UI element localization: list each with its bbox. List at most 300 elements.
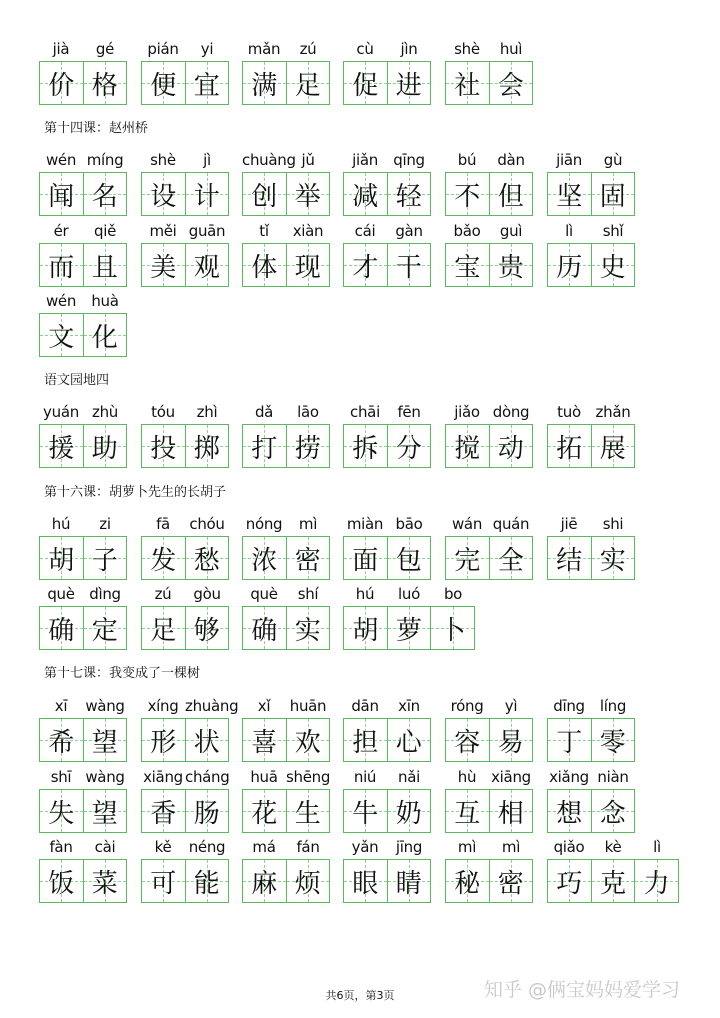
pinyin-group bbox=[547, 515, 635, 533]
hanzi-char: 举 bbox=[294, 181, 321, 212]
vocab-word-box bbox=[343, 536, 431, 580]
pinyin-label: niàn bbox=[597, 768, 629, 786]
pinyin-group bbox=[547, 768, 635, 786]
hanzi-char: 肠 bbox=[193, 798, 220, 829]
vocab-word-box bbox=[141, 859, 229, 903]
pinyin-group bbox=[39, 222, 127, 240]
vocab-word-box bbox=[547, 859, 679, 903]
tianzige-cell bbox=[387, 719, 431, 761]
pinyin-label: shēng bbox=[286, 768, 331, 786]
vocab-word-box bbox=[39, 313, 127, 357]
pinyin-label: shè bbox=[454, 40, 480, 58]
hanzi-char: 睛 bbox=[395, 868, 422, 899]
vocab-word-box bbox=[141, 789, 229, 833]
hanzi-char: 但 bbox=[497, 181, 524, 212]
hanzi-char: 实 bbox=[294, 615, 321, 646]
tianzige-cell bbox=[446, 244, 489, 286]
tianzige-cell bbox=[344, 860, 387, 902]
vocab-word-box bbox=[141, 61, 229, 105]
pinyin-group bbox=[242, 222, 330, 240]
pinyin-label: huā bbox=[250, 768, 278, 786]
hanzi-char: 史 bbox=[599, 252, 626, 283]
pinyin-group bbox=[445, 40, 533, 58]
hanzi-char: 历 bbox=[556, 252, 583, 283]
pinyin-label: niú bbox=[353, 768, 377, 786]
hanzi-char: 促 bbox=[352, 70, 379, 101]
pinyin-label: huì bbox=[499, 40, 523, 58]
hanzi-char: 投 bbox=[150, 433, 177, 464]
pinyin-label: wàng bbox=[85, 697, 125, 715]
hanzi-char: 确 bbox=[48, 615, 75, 646]
pinyin-label: huān bbox=[289, 697, 327, 715]
tianzige-cell bbox=[243, 719, 286, 761]
hanzi-char: 密 bbox=[497, 868, 524, 899]
pinyin-label: cài bbox=[94, 838, 116, 856]
tianzige-cell bbox=[40, 860, 83, 902]
vocab-word-box bbox=[39, 536, 127, 580]
pinyin-group bbox=[242, 838, 330, 856]
pinyin-label: mì bbox=[298, 515, 318, 533]
hanzi-char: 子 bbox=[91, 545, 118, 576]
pinyin-label: luó bbox=[398, 585, 420, 603]
hanzi-char: 创 bbox=[251, 181, 278, 212]
hanzi-char: 够 bbox=[193, 615, 220, 646]
pinyin-label: zhǎn bbox=[595, 403, 631, 421]
tianzige-cell bbox=[83, 537, 127, 579]
vocab-word-box bbox=[445, 61, 533, 105]
pinyin-group bbox=[242, 697, 330, 715]
vocab-word-box bbox=[343, 424, 431, 468]
tianzige-cell bbox=[548, 860, 591, 902]
tianzige-cell bbox=[40, 244, 83, 286]
tianzige-cell bbox=[142, 537, 185, 579]
tianzige-cell bbox=[185, 607, 229, 649]
pinyin-label: qiǎo bbox=[553, 838, 585, 856]
pinyin-group bbox=[141, 585, 229, 603]
vocab-word-box bbox=[141, 172, 229, 216]
hanzi-char: 且 bbox=[91, 252, 118, 283]
tianzige-cell bbox=[489, 719, 533, 761]
pinyin-label: fā bbox=[156, 515, 170, 533]
hanzi-char: 会 bbox=[497, 70, 524, 101]
pinyin-group bbox=[547, 222, 635, 240]
pinyin-label: jiǎo bbox=[454, 403, 480, 421]
pinyin-group bbox=[445, 768, 533, 786]
vocab-word-box bbox=[445, 859, 533, 903]
vocab-word-box bbox=[343, 606, 475, 650]
hanzi-char: 可 bbox=[150, 868, 177, 899]
tianzige-cell bbox=[489, 244, 533, 286]
pinyin-group bbox=[343, 697, 431, 715]
hanzi-char: 名 bbox=[91, 181, 118, 212]
hanzi-char: 花 bbox=[251, 798, 278, 829]
tianzige-cell bbox=[446, 173, 489, 215]
tianzige-cell bbox=[387, 62, 431, 104]
hanzi-char: 设 bbox=[150, 181, 177, 212]
section-title-lesson-14: 第十四课：赵州桥 bbox=[44, 121, 149, 136]
tianzige-cell bbox=[548, 173, 591, 215]
pinyin-label: què bbox=[47, 585, 75, 603]
hanzi-char: 能 bbox=[193, 868, 220, 899]
tianzige-cell bbox=[591, 537, 635, 579]
tianzige-cell bbox=[286, 425, 330, 467]
tianzige-cell bbox=[142, 719, 185, 761]
tianzige-cell bbox=[83, 790, 127, 832]
pinyin-label: qiě bbox=[93, 222, 117, 240]
tianzige-cell bbox=[591, 790, 635, 832]
hanzi-char: 丁 bbox=[556, 727, 583, 758]
tianzige-cell bbox=[83, 62, 127, 104]
hanzi-char: 发 bbox=[150, 545, 177, 576]
pinyin-group bbox=[343, 40, 431, 58]
hanzi-char: 定 bbox=[91, 615, 118, 646]
pinyin-label: qīng bbox=[393, 151, 425, 169]
pinyin-label: tóu bbox=[151, 403, 175, 421]
pinyin-label: dīng bbox=[553, 697, 585, 715]
tianzige-cell bbox=[548, 719, 591, 761]
pinyin-group bbox=[39, 40, 127, 58]
pinyin-label: líng bbox=[599, 697, 627, 715]
pinyin-label: zi bbox=[99, 515, 111, 533]
hanzi-char: 秘 bbox=[454, 868, 481, 899]
pinyin-label: gòu bbox=[193, 585, 221, 603]
tianzige-cell bbox=[344, 719, 387, 761]
hanzi-char: 美 bbox=[150, 252, 177, 283]
pinyin-label: xíng bbox=[147, 697, 179, 715]
hanzi-char: 愁 bbox=[193, 545, 220, 576]
hanzi-char: 牛 bbox=[352, 798, 379, 829]
hanzi-char: 宝 bbox=[454, 252, 481, 283]
pinyin-label: cháng bbox=[185, 768, 230, 786]
pinyin-label: dàn bbox=[497, 151, 525, 169]
vocab-word-box bbox=[242, 424, 330, 468]
hanzi-char: 结 bbox=[556, 545, 583, 576]
hanzi-char: 麻 bbox=[251, 868, 278, 899]
pinyin-group bbox=[39, 151, 127, 169]
pinyin-label: fēn bbox=[397, 403, 421, 421]
pinyin-label: bāo bbox=[395, 515, 423, 533]
tianzige-cell bbox=[40, 173, 83, 215]
tianzige-cell bbox=[142, 790, 185, 832]
hanzi-char: 进 bbox=[395, 70, 422, 101]
pinyin-label: gàn bbox=[395, 222, 423, 240]
hanzi-char: 价 bbox=[48, 70, 75, 101]
hanzi-char: 满 bbox=[251, 70, 278, 101]
tianzige-cell bbox=[548, 790, 591, 832]
pinyin-label: mǎn bbox=[247, 40, 281, 58]
tianzige-cell bbox=[286, 719, 330, 761]
pinyin-group bbox=[242, 515, 330, 533]
hanzi-char: 形 bbox=[150, 727, 177, 758]
tianzige-cell bbox=[489, 537, 533, 579]
pinyin-label: dǎ bbox=[254, 403, 274, 421]
vocab-word-box bbox=[445, 172, 533, 216]
tianzige-cell bbox=[344, 607, 387, 649]
pinyin-label: zhù bbox=[92, 403, 118, 421]
pinyin-group bbox=[547, 697, 635, 715]
tianzige-cell bbox=[548, 244, 591, 286]
vocab-word-box bbox=[547, 718, 635, 762]
hanzi-char: 不 bbox=[454, 181, 481, 212]
pinyin-label: hú bbox=[355, 585, 375, 603]
tianzige-cell bbox=[185, 790, 229, 832]
pinyin-label: wán bbox=[451, 515, 483, 533]
pinyin-label: wén bbox=[45, 292, 77, 310]
pinyin-group bbox=[39, 515, 127, 533]
tianzige-cell bbox=[286, 537, 330, 579]
pinyin-label: guì bbox=[499, 222, 523, 240]
hanzi-char: 化 bbox=[91, 322, 118, 353]
vocab-word-box bbox=[39, 718, 127, 762]
vocab-word-box bbox=[242, 606, 330, 650]
hanzi-char: 文 bbox=[48, 322, 75, 353]
pinyin-group bbox=[141, 515, 229, 533]
tianzige-cell bbox=[40, 719, 83, 761]
pinyin-group bbox=[39, 838, 127, 856]
pinyin-label: xī bbox=[54, 697, 68, 715]
hanzi-char: 轻 bbox=[395, 181, 422, 212]
pinyin-label: bǎo bbox=[453, 222, 481, 240]
vocab-word-box bbox=[547, 789, 635, 833]
pinyin-label: gé bbox=[95, 40, 115, 58]
pinyin-label: yì bbox=[504, 697, 518, 715]
hanzi-char: 零 bbox=[599, 727, 626, 758]
pinyin-group bbox=[445, 151, 533, 169]
tianzige-cell bbox=[446, 537, 489, 579]
tianzige-cell bbox=[344, 173, 387, 215]
pinyin-group bbox=[343, 585, 475, 603]
hanzi-char: 萝 bbox=[396, 615, 423, 646]
tianzige-cell bbox=[344, 62, 387, 104]
tianzige-cell bbox=[387, 860, 431, 902]
hanzi-char: 希 bbox=[48, 727, 75, 758]
pinyin-group bbox=[445, 515, 533, 533]
pinyin-label: huà bbox=[91, 292, 119, 310]
tianzige-cell bbox=[243, 607, 286, 649]
tianzige-cell bbox=[344, 537, 387, 579]
hanzi-char: 掷 bbox=[193, 433, 220, 464]
pinyin-label: chóu bbox=[189, 515, 225, 533]
pinyin-label: dòng bbox=[492, 403, 530, 421]
pinyin-label: dìng bbox=[89, 585, 121, 603]
hanzi-char: 足 bbox=[294, 70, 321, 101]
hanzi-char: 念 bbox=[599, 798, 626, 829]
hanzi-char: 饭 bbox=[48, 868, 75, 899]
hanzi-char: 生 bbox=[294, 798, 321, 829]
tianzige-cell bbox=[387, 537, 431, 579]
vocab-word-box bbox=[343, 61, 431, 105]
pinyin-group bbox=[39, 585, 127, 603]
tianzige-cell bbox=[446, 62, 489, 104]
pinyin-label: shǐ bbox=[602, 222, 624, 240]
pinyin-group bbox=[141, 403, 229, 421]
hanzi-char: 动 bbox=[497, 433, 524, 464]
tianzige-cell bbox=[591, 719, 635, 761]
hanzi-char: 足 bbox=[150, 615, 177, 646]
tianzige-cell bbox=[446, 860, 489, 902]
hanzi-char: 密 bbox=[294, 545, 321, 576]
vocab-word-box bbox=[39, 61, 127, 105]
pinyin-label: xiāng bbox=[143, 768, 183, 786]
pinyin-label: mì bbox=[457, 838, 477, 856]
hanzi-char: 欢 bbox=[294, 727, 321, 758]
hanzi-char: 捞 bbox=[294, 433, 321, 464]
tianzige-cell bbox=[344, 244, 387, 286]
pinyin-label: yi bbox=[200, 40, 214, 58]
hanzi-char: 喜 bbox=[251, 727, 278, 758]
tianzige-cell bbox=[446, 425, 489, 467]
pinyin-label: tuò bbox=[557, 403, 581, 421]
tianzige-cell bbox=[185, 425, 229, 467]
vocab-word-box bbox=[445, 789, 533, 833]
tianzige-cell bbox=[591, 244, 635, 286]
pinyin-group bbox=[141, 151, 229, 169]
vocab-word-box bbox=[39, 859, 127, 903]
hanzi-char: 计 bbox=[193, 181, 220, 212]
pinyin-label: bú bbox=[457, 151, 477, 169]
pinyin-label: xǐ bbox=[257, 697, 271, 715]
hanzi-char: 状 bbox=[193, 727, 220, 758]
pinyin-label: zú bbox=[154, 585, 172, 603]
tianzige-cell bbox=[83, 314, 127, 356]
pinyin-label: jiān bbox=[556, 151, 582, 169]
tianzige-cell bbox=[387, 790, 431, 832]
hanzi-char: 克 bbox=[600, 868, 627, 899]
pinyin-label: jǔ bbox=[301, 151, 315, 169]
hanzi-char: 实 bbox=[599, 545, 626, 576]
tianzige-cell bbox=[446, 719, 489, 761]
hanzi-char: 搅 bbox=[454, 433, 481, 464]
tianzige-cell bbox=[185, 860, 229, 902]
hanzi-char: 确 bbox=[251, 615, 278, 646]
vocab-word-box bbox=[242, 536, 330, 580]
pinyin-label: guān bbox=[188, 222, 226, 240]
vocab-word-box bbox=[445, 536, 533, 580]
hanzi-char: 卜 bbox=[439, 615, 466, 646]
tianzige-cell bbox=[548, 537, 591, 579]
tianzige-cell bbox=[83, 719, 127, 761]
pinyin-group bbox=[547, 151, 635, 169]
hanzi-char: 容 bbox=[454, 727, 481, 758]
tianzige-cell bbox=[243, 860, 286, 902]
tianzige-cell bbox=[83, 173, 127, 215]
tianzige-cell bbox=[286, 62, 330, 104]
pinyin-label: shī bbox=[50, 768, 72, 786]
pinyin-label: fán bbox=[296, 838, 320, 856]
tianzige-cell bbox=[489, 173, 533, 215]
tianzige-cell bbox=[489, 860, 533, 902]
hanzi-char: 贵 bbox=[497, 252, 524, 283]
hanzi-char: 互 bbox=[454, 798, 481, 829]
tianzige-cell bbox=[142, 860, 185, 902]
tianzige-cell bbox=[344, 790, 387, 832]
pinyin-group bbox=[343, 838, 431, 856]
hanzi-char: 格 bbox=[91, 70, 118, 101]
pinyin-group bbox=[445, 697, 533, 715]
vocab-word-box bbox=[343, 718, 431, 762]
pinyin-group bbox=[141, 697, 239, 715]
hanzi-char: 现 bbox=[294, 252, 321, 283]
pinyin-label: lì bbox=[653, 838, 661, 856]
pinyin-label: yǎn bbox=[351, 838, 379, 856]
pinyin-label: má bbox=[252, 838, 276, 856]
tianzige-cell bbox=[185, 173, 229, 215]
pinyin-label: jià bbox=[52, 40, 70, 58]
pinyin-group bbox=[242, 403, 330, 421]
tianzige-cell bbox=[142, 607, 185, 649]
pinyin-label: kè bbox=[604, 838, 622, 856]
pinyin-label: shí bbox=[297, 585, 319, 603]
pinyin-label: tǐ bbox=[259, 222, 269, 240]
hanzi-char: 想 bbox=[556, 798, 583, 829]
tianzige-cell bbox=[40, 537, 83, 579]
pinyin-group bbox=[39, 403, 127, 421]
pinyin-label: nóng bbox=[245, 515, 283, 533]
pinyin-group bbox=[343, 151, 431, 169]
hanzi-char: 才 bbox=[352, 252, 379, 283]
pinyin-group bbox=[445, 403, 533, 421]
vocab-word-box bbox=[39, 606, 127, 650]
hanzi-char: 援 bbox=[48, 433, 75, 464]
hanzi-char: 担 bbox=[352, 727, 379, 758]
tianzige-cell bbox=[430, 607, 474, 649]
tianzige-cell bbox=[446, 790, 489, 832]
tianzige-cell bbox=[243, 244, 286, 286]
pinyin-label: hù bbox=[457, 768, 477, 786]
tianzige-cell bbox=[185, 537, 229, 579]
pinyin-label: míng bbox=[86, 151, 124, 169]
tianzige-cell bbox=[185, 244, 229, 286]
pinyin-label: pián bbox=[147, 40, 179, 58]
section-title-lesson-17: 第十七课：我变成了一棵树 bbox=[44, 666, 201, 681]
hanzi-char: 减 bbox=[352, 181, 379, 212]
pinyin-group bbox=[343, 403, 431, 421]
pinyin-label: zhuàng bbox=[185, 697, 239, 715]
tianzige-cell bbox=[142, 244, 185, 286]
tianzige-cell bbox=[634, 860, 678, 902]
pinyin-label: yuán bbox=[43, 403, 79, 421]
pinyin-label: ér bbox=[53, 222, 69, 240]
tianzige-cell bbox=[286, 790, 330, 832]
tianzige-cell bbox=[387, 244, 431, 286]
pinyin-label: bo bbox=[443, 585, 463, 603]
vocab-word-box bbox=[445, 718, 533, 762]
tianzige-cell bbox=[344, 425, 387, 467]
pinyin-label: miàn bbox=[346, 515, 384, 533]
vocab-word-box bbox=[242, 859, 330, 903]
hanzi-char: 完 bbox=[454, 545, 481, 576]
hanzi-char: 拓 bbox=[556, 433, 583, 464]
vocab-word-box bbox=[343, 172, 431, 216]
pinyin-label: zhì bbox=[196, 403, 218, 421]
pinyin-label: mì bbox=[501, 838, 521, 856]
vocab-word-box bbox=[39, 243, 127, 287]
hanzi-char: 失 bbox=[48, 798, 75, 829]
tianzige-cell bbox=[489, 62, 533, 104]
pinyin-group bbox=[343, 222, 431, 240]
tianzige-cell bbox=[591, 173, 635, 215]
tianzige-cell bbox=[83, 607, 127, 649]
tianzige-cell bbox=[40, 790, 83, 832]
vocab-word-box bbox=[242, 61, 330, 105]
pinyin-label: gù bbox=[603, 151, 623, 169]
pinyin-group bbox=[242, 585, 330, 603]
hanzi-char: 全 bbox=[497, 545, 524, 576]
hanzi-char: 易 bbox=[497, 727, 524, 758]
tianzige-cell bbox=[286, 607, 330, 649]
hanzi-char: 相 bbox=[497, 798, 524, 829]
tianzige-cell bbox=[489, 790, 533, 832]
